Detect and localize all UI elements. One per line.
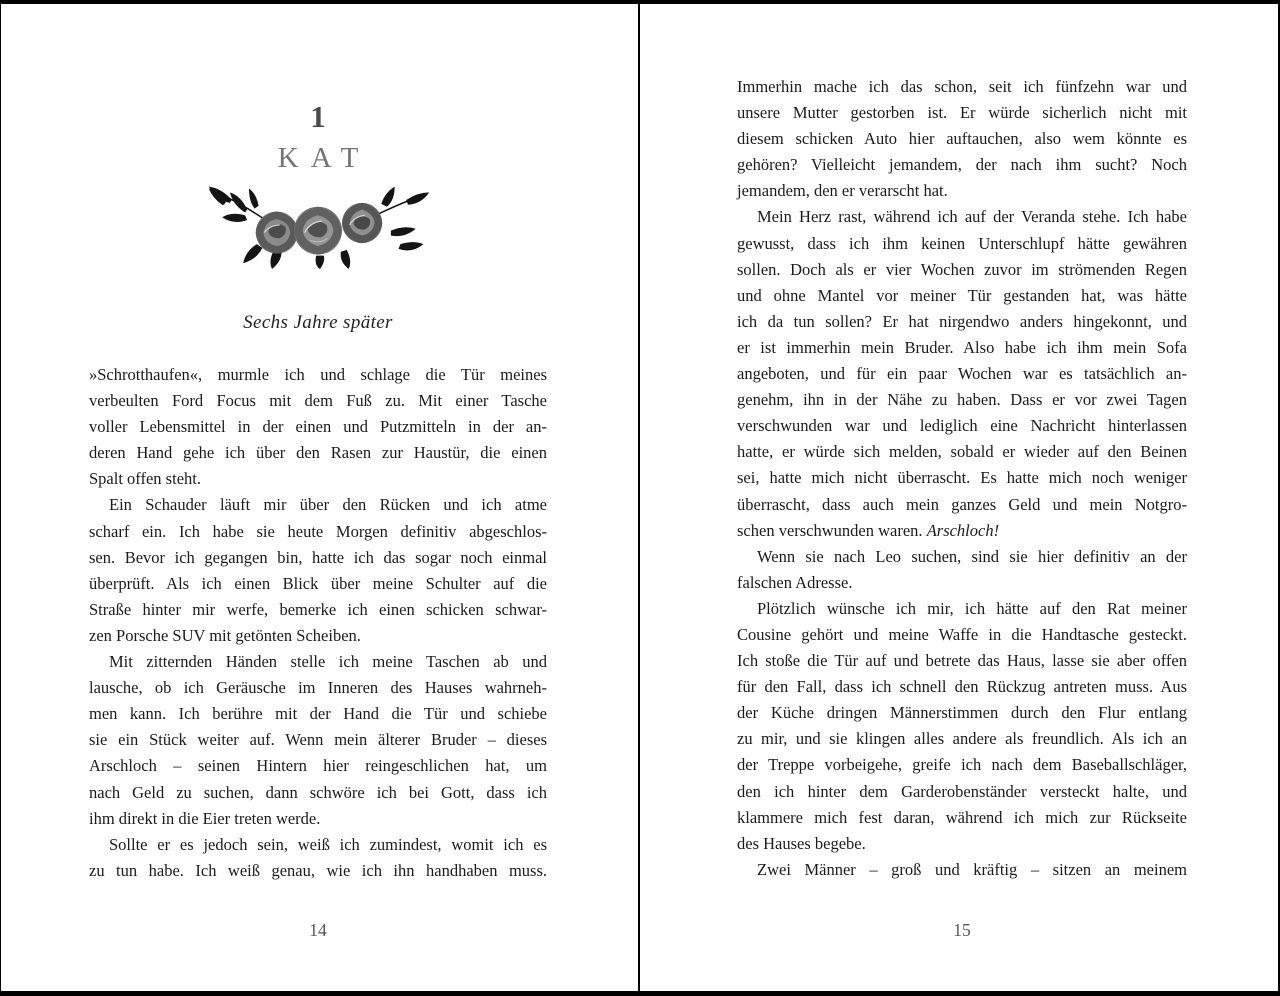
- text-line: nach Geld zu suchen, dann schwöre ich bei Gott, dass ich: [89, 782, 547, 802]
- text-line: Ich stoße die Tür auf und betrete das Haus, lasse sie aber offen: [737, 651, 1187, 671]
- text-line: und ohne Mantel vor meiner Tür gestanden hat, was hätte: [737, 285, 1187, 305]
- text-line: deren Hand gehe ich über den Rasen zur Haustür, die einen: [89, 443, 547, 463]
- text-line: zen Porsche SUV mit getönten Scheiben.: [89, 625, 361, 645]
- right-page: [640, 4, 1279, 991]
- left-page: [1, 4, 638, 991]
- text-line: Straße hinter mir werfe, bemerke ich einen schicken schwar-: [89, 599, 547, 619]
- text-line: Ein Schauder läuft mir über den Rücken und ich atme: [109, 495, 547, 515]
- paragraph: [737, 544, 1187, 596]
- text-line: ihm direkt in die Eier treten werde.: [89, 808, 321, 828]
- text-line: angeboten, und für ein paar Wochen war es tatsächlich an-: [737, 364, 1187, 384]
- text-line: voller Lebensmittel in der einen und Putzmitteln in der an-: [89, 417, 547, 437]
- paragraph: [89, 362, 547, 492]
- text-line: sen. Bevor ich gegangen bin, hatte ich das sogar noch einmal: [89, 547, 547, 567]
- text-line: Arschloch – seinen Hintern hier reingeschlichen hat, um: [89, 756, 547, 776]
- text-line: sei, hatte mich nicht überrascht. Es hatte mich noch weniger: [737, 468, 1187, 488]
- text-line: verschwunden war und lediglich eine Nachricht hinterlassen: [737, 416, 1187, 436]
- text-line: den ich hinter dem Garderobenständer versteckt halte, und: [737, 781, 1187, 801]
- text-line: des Hauses begebe.: [737, 833, 866, 853]
- text-line: klammere mich fest daran, während ich mich zur Rückseite: [737, 807, 1187, 827]
- text-line: genehm, ihn in der Nähe zu haben. Dass er vor zwei Tagen: [737, 390, 1187, 410]
- text-line: zu tun habe. Ich weiß genau, wie ich ihn handhaben muss.: [89, 860, 547, 880]
- text-line: sie ein Stück weiter auf. Wenn mein älterer Bruder – dieses: [89, 730, 547, 750]
- floral-roses-ornament-icon: [202, 177, 434, 269]
- text-line: überrascht, dass auch mein ganzes Geld und mein Notgro-: [737, 494, 1187, 514]
- section-subtitle: Sechs Jahre später: [243, 312, 393, 333]
- chapter-number: 1: [310, 99, 326, 134]
- ornament-wrap: [89, 177, 547, 269]
- text-line: verbeulten Ford Focus mit dem Fuß zu. Mit einer Tasche: [89, 391, 547, 411]
- text-line: lausche, ob ich Geräusche im Inneren des Hauses wahrneh-: [89, 678, 547, 698]
- text-line: der Treppe vorbeigehe, greife ich nach dem Baseballschläger,: [737, 755, 1187, 775]
- page-number-right: 15: [953, 920, 971, 940]
- text-line: gehören? Vielleicht jemandem, der nach ihm sucht? Noch: [737, 155, 1187, 175]
- text-line: diesem schicken Auto hier auftauchen, also wem könnte es: [737, 129, 1187, 149]
- paragraph: [89, 649, 547, 832]
- text-line: überprüft. Als ich einen Blick über meine Schulter auf die: [89, 573, 547, 593]
- text-line: Wenn sie nach Leo suchen, sind sie hier definitiv an der: [757, 546, 1187, 566]
- body-text-right: [737, 74, 1187, 883]
- paragraph: [89, 832, 547, 884]
- chapter-title: KAT: [277, 142, 371, 174]
- text-line: gewusst, dass ich ihm keinen Unterschlupf hätte gewähren: [737, 233, 1187, 253]
- text-line: Zwei Männer – groß und kräftig – sitzen an meinem: [757, 859, 1187, 879]
- text-line: Sollte er es jedoch sein, weiß ich zumindest, womit ich es: [109, 834, 547, 854]
- text-line: Mein Herz rast, während ich auf der Veranda stehe. Ich habe: [757, 207, 1187, 227]
- paragraph: [737, 74, 1187, 204]
- text-line: Mit zitternden Händen stelle ich meine Taschen ab und: [109, 652, 547, 672]
- text-line: men kann. Ich berühre mit der Hand die Tür und schiebe: [89, 704, 547, 724]
- text-line: jemandem, den er verarscht hat.: [737, 181, 948, 201]
- paragraph: [737, 596, 1187, 857]
- body-text-left: [89, 362, 547, 884]
- text-line: der Küche dringen Männerstimmen durch den Flur entlang: [737, 703, 1187, 723]
- text-line: falschen Adresse.: [737, 572, 853, 592]
- text-line: Immerhin mache ich das schon, seit ich fünfzehn war und: [737, 77, 1187, 96]
- text-line: ich da tun sollen? Er hat nirgendwo anders hingekonnt, und: [737, 311, 1187, 331]
- text-line: zu mir, und sie klingen alles andere als freundlich. Als ich an: [737, 729, 1187, 749]
- paragraph: [89, 492, 547, 649]
- text-line: hatte, er würde sich melden, sobald er wieder auf den Beinen: [737, 442, 1187, 462]
- text-line: unsere Mutter gestorben ist. Er würde sicherlich nicht mit: [737, 103, 1187, 123]
- text-line: Plötzlich wünsche ich mir, ich hätte auf den Rat meiner: [757, 598, 1187, 618]
- text-line: Cousine gehört und meine Waffe in die Handtasche gesteckt.: [737, 624, 1187, 644]
- text-line: scharf ein. Ich habe sie heute Morgen definitiv abgeschlos-: [89, 521, 547, 541]
- text-line: Spalt offen steht.: [89, 469, 201, 489]
- chapter-head: [89, 100, 547, 269]
- page-number-left: 14: [309, 920, 327, 940]
- text-line: sollen. Doch als er vier Wochen zuvor im strömenden Regen: [737, 259, 1187, 279]
- paragraph: [737, 857, 1187, 883]
- text-line: »Schrotthaufen«, murmle ich und schlage die Tür meines: [89, 365, 547, 384]
- text-line: für den Fall, dass ich schnell den Rückzug antreten muss. Aus: [737, 677, 1187, 697]
- paragraph: [737, 204, 1187, 543]
- text-line: er ist immerhin mein Bruder. Also habe ich ihm mein Sofa: [737, 337, 1187, 357]
- text-line: schen verschwunden waren. Arschloch!: [737, 520, 1000, 540]
